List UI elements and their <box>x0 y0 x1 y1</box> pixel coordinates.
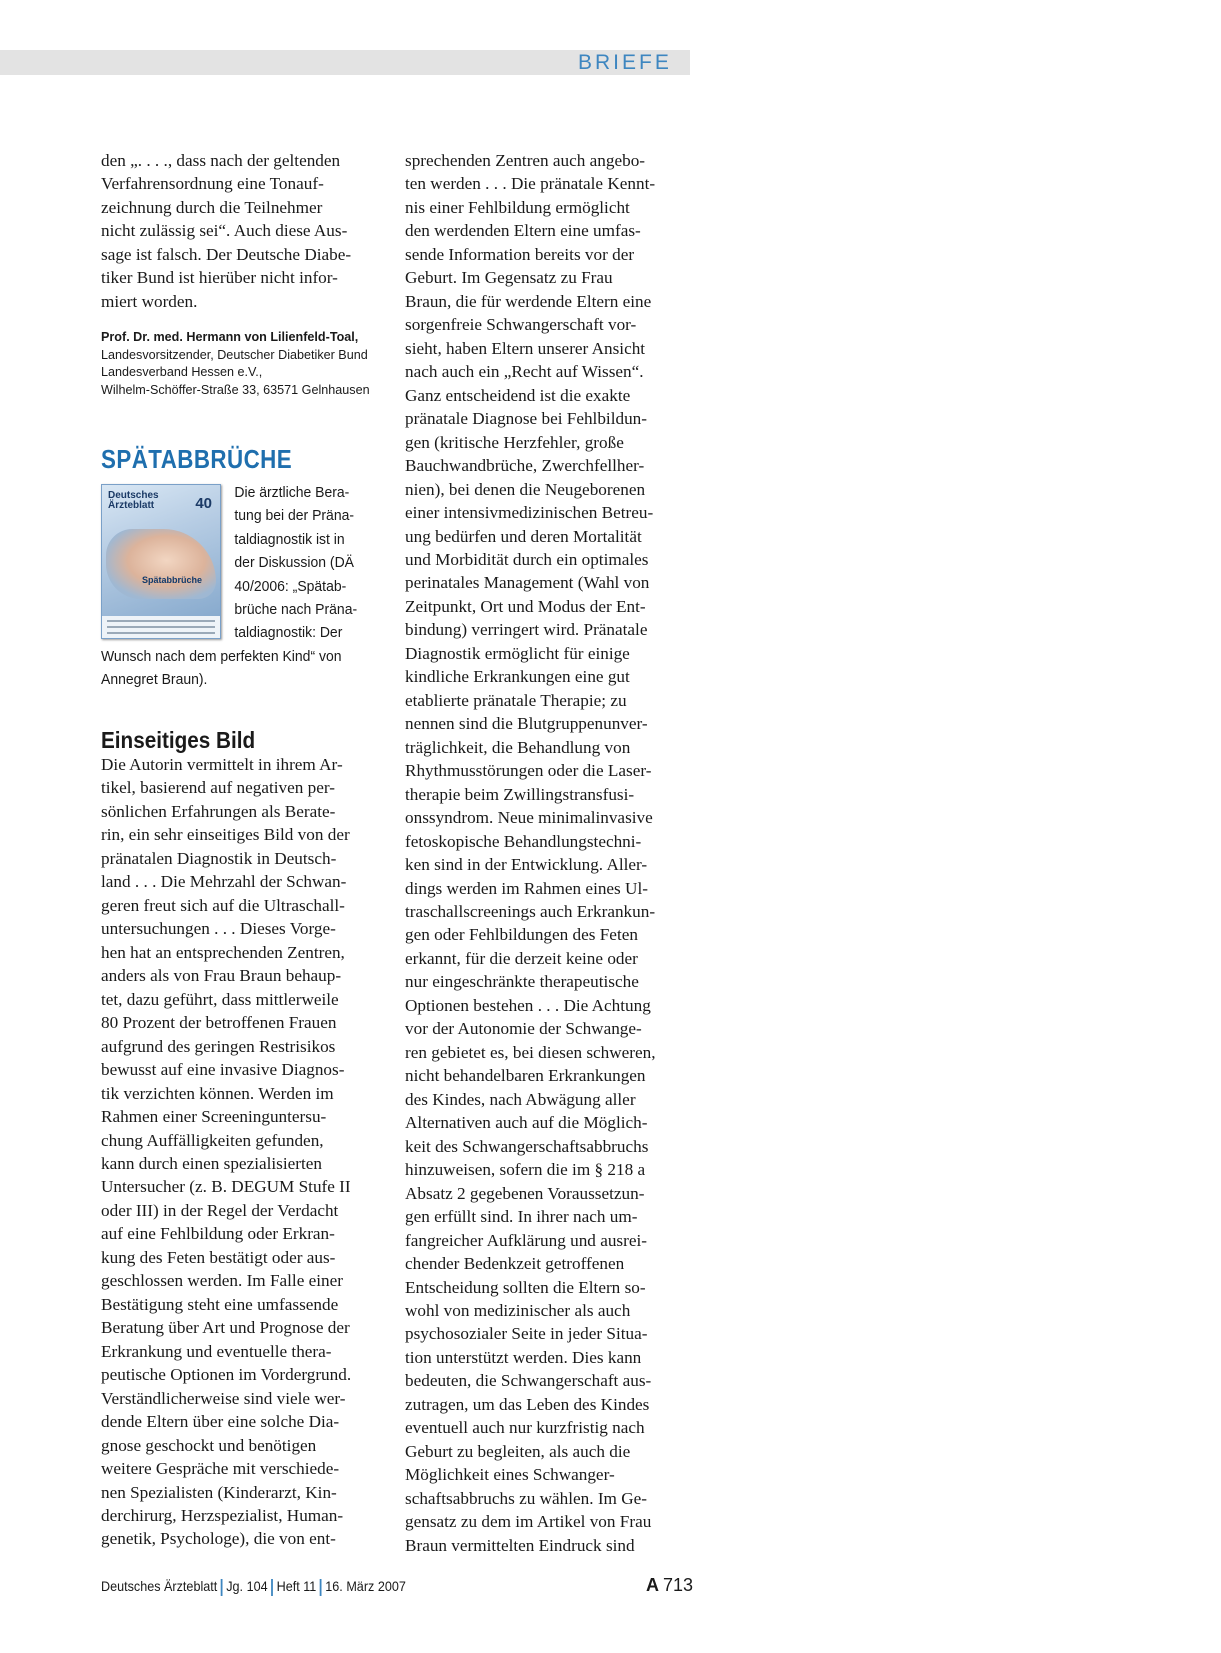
text-line: chung Auffälligkeiten gefunden, <box>101 1130 324 1150</box>
footer-issue: Heft 11 <box>276 1578 317 1594</box>
text-line: ren gebietet es, bei diesen schweren, <box>405 1042 656 1062</box>
page-number-value: 713 <box>663 1575 694 1595</box>
text-line: nennen sind die Blutgruppenunver- <box>405 714 648 734</box>
footer-separator <box>221 1579 223 1596</box>
section-label: BRIEFE <box>578 51 672 74</box>
left-column-body <box>101 753 386 1551</box>
footer-date: 16. März 2007 <box>325 1578 406 1594</box>
text-line: nien), bei denen die Neugeborenen <box>405 479 646 499</box>
text-line: oder III) in der Regel der Verdacht <box>101 1200 339 1220</box>
cover-masthead-line: Ärzteblatt <box>108 500 155 511</box>
text-line: nach auch ein „Recht auf Wissen“. <box>405 362 644 382</box>
text-line: tikel, basierend auf negativen per- <box>101 778 335 798</box>
text-line: Geburt zu begleiten, als auch die <box>405 1441 631 1461</box>
text-line: zutragen, um das Leben des Kindes <box>405 1394 650 1414</box>
text-line: einer intensivmedizinischen Betreu- <box>405 503 654 523</box>
text-line: Verständlicherweise sind viele wer- <box>101 1388 346 1408</box>
text-line: rin, ein sehr einseitiges Bild von der <box>101 825 350 845</box>
signature-line: Landesverband Hessen e.V., <box>101 365 263 379</box>
text-line: kann durch einen spezialisierten <box>101 1153 322 1173</box>
text-line: Ganz entscheidend ist die exakte <box>405 385 631 405</box>
text-line: pränatalen Diagnostik in Deutsch- <box>101 848 337 868</box>
cover-masthead-line: Deutsches <box>108 490 159 501</box>
right-column-body <box>405 149 690 1557</box>
text-line: genetik, Psychologe), die von ent- <box>101 1529 336 1549</box>
text-line: Geburt. Im Gegensatz zu Frau <box>405 268 613 288</box>
cover-title: Spätabbrüche <box>142 575 203 585</box>
signature-line: Wilhelm-Schöffer-Straße 33, 63571 Gelnhausen <box>101 382 370 397</box>
text-line: wohl von medizinischer als auch <box>405 1300 631 1320</box>
text-line: derchirurg, Herzspezialist, Human- <box>101 1506 344 1525</box>
text-line: Zeitpunkt, Ort und Modus der Ent- <box>405 596 646 616</box>
text-line: bewusst auf eine invasive Diagnos- <box>101 1060 345 1080</box>
teaser-line: taldiagnostik ist in <box>234 530 345 548</box>
text-line: sage ist falsch. Der Deutsche Diabe- <box>101 244 352 264</box>
text-line: den „. . . ., dass nach der geltenden <box>101 151 341 170</box>
footer-separator <box>271 1579 273 1596</box>
text-line: ten werden . . . Die pränatale Kennt- <box>405 174 656 194</box>
text-line: geren freut sich auf die Ultraschall- <box>101 895 345 915</box>
text-line: Braun, die für werdende Eltern eine <box>405 291 652 311</box>
text-line: hen hat an entsprechenden Zentren, <box>101 942 345 962</box>
text-line: aufgrund des geringen Restrisikos <box>101 1036 336 1056</box>
text-line: perinatales Management (Wahl von <box>405 573 650 593</box>
cover-issue-number: 40 <box>195 495 212 512</box>
signature-block <box>101 329 391 399</box>
text-line: therapie beim Zwillingstransfusi- <box>405 784 635 804</box>
signature-name: Prof. Dr. med. Hermann von Lilienfeld-Toal, <box>101 330 359 344</box>
text-line: nis einer Fehlbildung ermöglicht <box>405 197 630 217</box>
text-line: kung des Feten bestätigt oder aus- <box>101 1247 336 1267</box>
text-line: Beratung über Art und Prognose der <box>101 1318 350 1338</box>
text-line: keit des Schwangerschaftsabbruchs <box>405 1136 649 1156</box>
text-line: träglichkeit, die Behandlung von <box>405 737 631 757</box>
text-line: dende Eltern über eine solche Dia- <box>101 1412 340 1432</box>
text-line: sprechenden Zentren auch angebo- <box>405 151 646 170</box>
text-line: sorgenfreie Schwangerschaft vor- <box>405 315 637 335</box>
teaser-line: Die ärztliche Bera- <box>234 484 350 501</box>
text-line: vor der Autonomie der Schwange- <box>405 1019 642 1039</box>
text-line: tion unterstützt werden. Dies kann <box>405 1347 642 1367</box>
text-line: land . . . Die Mehrzahl der Schwan- <box>101 872 347 892</box>
teaser-line: Wunsch nach dem perfekten Kind“ von <box>101 647 342 665</box>
text-line: bedeuten, die Schwangerschaft aus- <box>405 1371 652 1391</box>
text-line: miert worden. <box>101 291 198 311</box>
text-line: schaftsabbruchs zu wählen. Im Ge- <box>405 1488 647 1508</box>
text-line: gen oder Fehlbildungen des Feten <box>405 925 638 945</box>
text-line: Bauchwandbrüche, Zwerchfellher- <box>405 456 645 476</box>
article-subheading: Einseitiges Bild <box>101 727 256 753</box>
text-line: sönlichen Erfahrungen als Berate- <box>101 801 336 821</box>
topic-heading: SPÄTABBRÜCHE <box>101 444 293 474</box>
text-line: Optionen bestehen . . . Die Achtung <box>405 995 651 1015</box>
text-line: tiker Bund ist hierüber nicht infor- <box>101 268 338 288</box>
text-line: anders als von Frau Braun behaup- <box>101 966 342 986</box>
text-line: chender Bedenkzeit getroffenen <box>405 1254 625 1274</box>
text-line: Rhythmusstörungen oder die Laser- <box>405 761 652 781</box>
teaser-line: taldiagnostik: Der <box>234 624 343 642</box>
text-line: erkannt, für die derzeit keine oder <box>405 948 638 968</box>
text-line: traschallscreenings auch Erkrankun- <box>405 902 656 921</box>
teaser-line: tung bei der Präna- <box>234 507 355 525</box>
text-line: Braun vermittelten Eindruck sind <box>405 1535 635 1555</box>
text-line: Bestätigung steht eine umfassende <box>101 1294 339 1314</box>
page-prefix: A <box>646 1575 659 1595</box>
text-line: fetoskopische Behandlungstechni- <box>405 831 642 851</box>
text-line: pränatale Diagnose bei Fehlbildun- <box>405 409 647 429</box>
text-line: tet, dazu geführt, dass mittlerweile <box>101 989 339 1009</box>
text-line: auf eine Fehlbildung oder Erkran- <box>101 1224 335 1244</box>
text-line: hinzuweisen, sofern die im § 218 a <box>405 1160 646 1180</box>
text-line: untersuchungen . . . Dieses Vorge- <box>101 919 336 939</box>
text-line: fangreicher Aufklärung und ausrei- <box>405 1230 647 1250</box>
footer-volume: Jg. 104 <box>226 1578 268 1594</box>
text-line: nen Spezialisten (Kinderarzt, Kin- <box>101 1482 337 1502</box>
text-line: des Kindes, nach Abwägung aller <box>405 1089 636 1109</box>
text-line: Alternativen auch auf die Möglich- <box>405 1113 648 1133</box>
text-line: psychosozialer Seite in jeder Situa- <box>405 1324 648 1344</box>
text-line: gen (kritische Herzfehler, große <box>405 432 624 452</box>
text-line: Rahmen einer Screeninguntersu- <box>101 1107 327 1127</box>
teaser-line: 40/2006: „Spätab- <box>234 577 347 595</box>
text-line: nicht zulässig sei“. Auch diese Aus- <box>101 221 348 241</box>
text-line: nicht behandelbaren Erkrankungen <box>405 1066 646 1086</box>
text-line: Untersucher (z. B. DEGUM Stufe II <box>101 1177 351 1197</box>
text-line: dings werden im Rahmen eines Ul- <box>405 878 648 898</box>
text-line: nur eingeschränkte therapeutische <box>405 972 639 992</box>
footer-journal: Deutsches Ärzteblatt <box>101 1578 218 1594</box>
text-line: weitere Gespräche mit verschiede- <box>101 1459 340 1479</box>
text-line: Diagnostik ermöglicht für einige <box>405 643 630 663</box>
text-line: bindung) verringert wird. Pränatale <box>405 620 648 640</box>
text-line: Absatz 2 gegebenen Voraussetzun- <box>405 1183 645 1203</box>
text-line: den werdenden Eltern eine umfas- <box>405 221 641 241</box>
text-line: ung bedürfen und deren Mortalität <box>405 526 642 546</box>
text-line: Erkrankung und eventuelle thera- <box>101 1341 332 1361</box>
teaser-line: der Diskussion (DÄ <box>234 554 354 572</box>
teaser-line: brüche nach Präna- <box>234 601 358 619</box>
text-line: und Morbidität durch ein optimales <box>405 549 649 569</box>
text-line: onssyndrom. Neue minimalinvasive <box>405 808 653 828</box>
text-line: Verfahrensordnung eine Tonauf- <box>101 174 324 194</box>
text-line: gensatz zu dem im Artikel von Frau <box>405 1512 652 1532</box>
text-line: eventuell auch nur kurzfristig nach <box>405 1418 645 1438</box>
page-number <box>646 1575 693 1596</box>
text-line: Entscheidung sollten die Eltern so- <box>405 1277 646 1297</box>
text-line: peutische Optionen im Vordergrund. <box>101 1365 352 1385</box>
text-line: sieht, haben Eltern unserer Ansicht <box>405 338 646 358</box>
teaser-text <box>101 481 358 692</box>
text-line: gen erfüllt sind. In ihrer nach um- <box>405 1207 638 1227</box>
text-line: sende Information bereits vor der <box>405 244 635 264</box>
text-line: Die Autorin vermittelt in ihrem Ar- <box>101 755 343 774</box>
text-line: zeichnung durch die Teilnehmer <box>101 197 323 217</box>
footer-separator <box>320 1579 322 1596</box>
text-line: etablierte pränatale Therapie; zu <box>405 690 627 710</box>
left-column-top-text <box>101 149 386 313</box>
text-line: kindliche Erkrankungen eine gut <box>405 667 630 687</box>
footer-citation <box>101 1578 406 1596</box>
text-line: ken sind in der Entwicklung. Aller- <box>405 855 648 875</box>
text-line: gnose geschockt und benötigen <box>101 1435 317 1455</box>
teaser-line: Annegret Braun). <box>101 671 208 689</box>
text-line: tik verzichten können. Werden im <box>101 1083 334 1103</box>
text-line: Möglichkeit eines Schwanger- <box>405 1465 615 1485</box>
text-line: 80 Prozent der betroffenen Frauen <box>101 1013 337 1033</box>
signature-line: Landesvorsitzender, Deutscher Diabetiker Bund <box>101 347 368 362</box>
text-line: geschlossen werden. Im Falle einer <box>101 1271 343 1291</box>
